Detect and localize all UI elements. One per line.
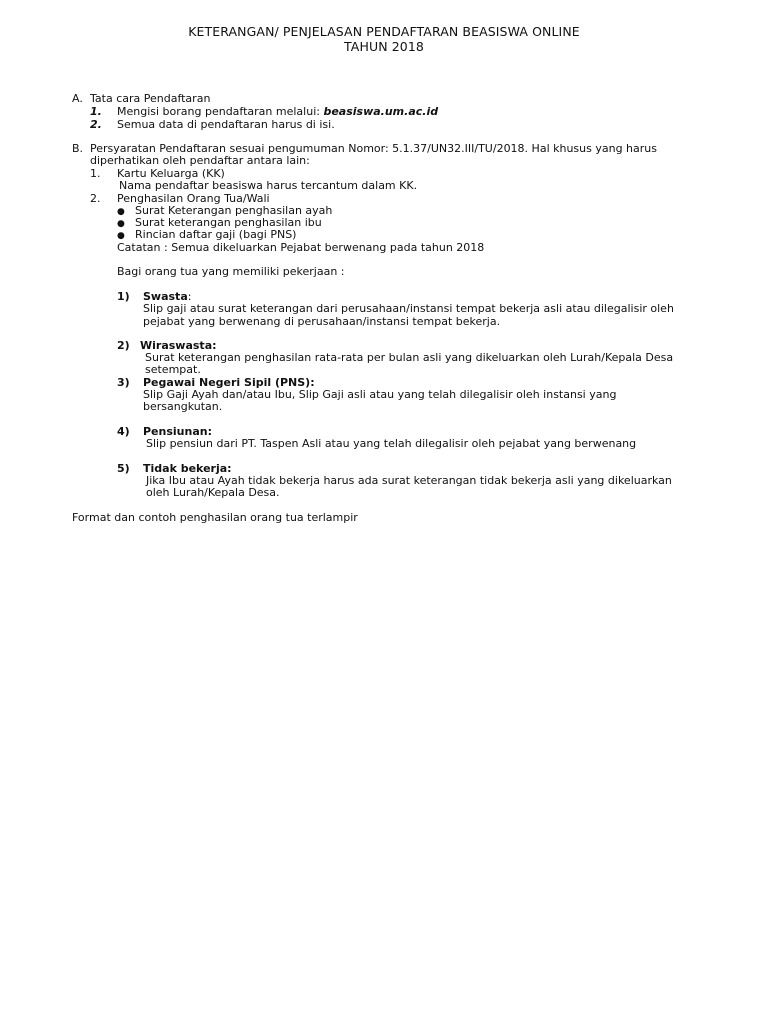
document-title-line2: TAHUN 2018 [344, 39, 424, 54]
section-a-item1-num: 1. [90, 105, 102, 118]
job5-num: 5) [117, 462, 130, 475]
bullet-icon: ● [117, 231, 125, 241]
section-b-item1-label: Kartu Keluarga (KK) [117, 167, 225, 180]
job1-num: 1) [117, 290, 130, 303]
job3-line1: Slip Gaji Ayah dan/atau Ibu, Slip Gaji asli atau yang telah dilegalisir oleh instansi yang [143, 388, 617, 401]
section-a-item2-text: Semua data di pendaftaran harus di isi. [117, 118, 335, 131]
section-b-item1-desc: Nama pendaftar beasiswa harus tercantum dalam KK. [119, 179, 418, 192]
job1-name: Swasta [143, 290, 188, 303]
section-b-bullet3: Rincian daftar gaji (bagi PNS) [135, 228, 297, 241]
footer-note: Format dan contoh penghasilan orang tua terlampir [72, 511, 358, 524]
job4-line1: Slip pensiun dari PT. Taspen Asli atau yang telah dilegalisir oleh pejabat yang berwenang [146, 437, 637, 450]
section-b-item2-label: Penghasilan Orang Tua/Wali [117, 192, 270, 205]
job3-name: Pegawai Negeri Sipil (PNS): [143, 376, 315, 389]
section-b-note: Catatan : Semua dikeluarkan Pejabat berwenang pada tahun 2018 [117, 241, 485, 254]
document-title-line1: KETERANGAN/ PENJELASAN PENDAFTARAN BEASISWA ONLINE [188, 24, 580, 39]
section-b-intro: Bagi orang tua yang memiliki pekerjaan : [117, 265, 345, 278]
job1-suffix: : [187, 290, 192, 303]
job4-name: Pensiunan: [143, 425, 212, 438]
section-b-bullet2: Surat keterangan penghasilan ibu [135, 216, 322, 229]
section-a-item2-num: 2. [90, 118, 102, 131]
job2-name: Wiraswasta: [140, 339, 217, 352]
job2-line2: setempat. [145, 363, 201, 376]
bullet-icon: ● [117, 207, 125, 217]
section-b-item2-num: 2. [90, 192, 101, 205]
registration-link[interactable]: beasiswa.um.ac.id [323, 105, 439, 118]
job1-line1: Slip gaji atau surat keterangan dari perusahaan/instansi tempat bekerja asli atau dilegalisir oleh [143, 302, 674, 315]
bullet-icon: ● [117, 219, 125, 229]
job1-line2: pejabat yang berwenang di perusahaan/instansi tempat bekerja. [143, 315, 501, 328]
section-b-heading-line2: diperhatikan oleh pendaftar antara lain: [90, 154, 310, 167]
section-b-bullet1: Surat Keterangan penghasilan ayah [135, 204, 333, 217]
section-b-item1-num: 1. [90, 167, 101, 180]
section-a-marker: A. [72, 92, 83, 105]
section-a-item1-text: Mengisi borang pendaftaran melalui: [117, 105, 324, 118]
job5-line2: oleh Lurah/Kepala Desa. [146, 486, 280, 499]
job5-line1: Jika Ibu atau Ayah tidak bekerja harus ada surat keterangan tidak bekerja asli yang dikeluarkan [146, 474, 672, 487]
section-a-heading: Tata cara Pendaftaran [90, 92, 211, 105]
section-a-item1 [117, 105, 438, 118]
section-b-heading-line1: Persyaratan Pendaftaran sesuai pengumuman Nomor: 5.1.37/UN32.III/TU/2018. Hal khusus yang harus [90, 142, 657, 155]
job2-num: 2) [117, 339, 130, 352]
job4-num: 4) [117, 425, 130, 438]
job3-line2: bersangkutan. [143, 400, 223, 413]
job2-line1: Surat keterangan penghasilan rata-rata per bulan asli yang dikeluarkan oleh Lurah/Kepala Desa [145, 351, 674, 364]
section-b-marker: B. [72, 142, 84, 155]
job5-name: Tidak bekerja: [143, 462, 232, 475]
job3-num: 3) [117, 376, 130, 389]
